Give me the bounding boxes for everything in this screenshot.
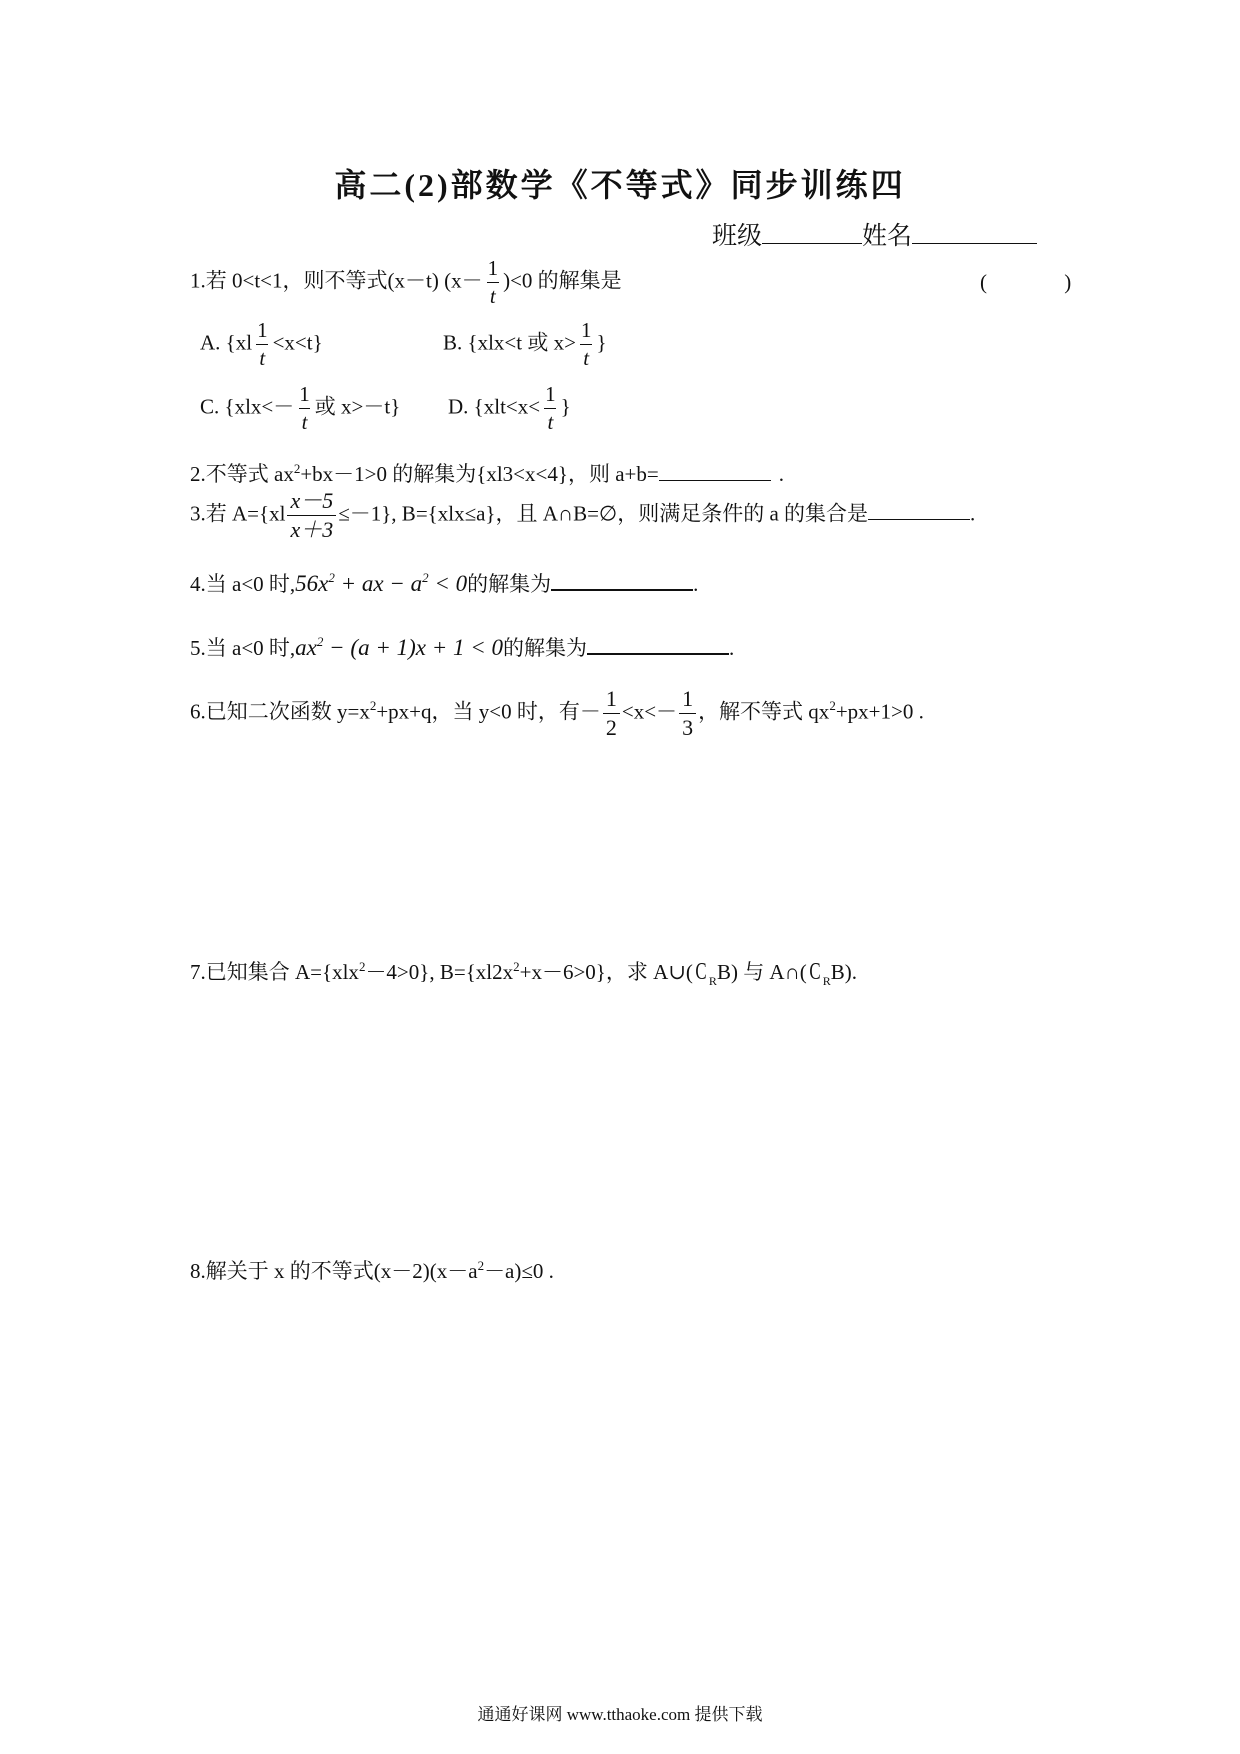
question-1 <box>190 258 622 307</box>
q6-fraction-half: $\frac{1}{2}$ <box>603 688 620 739</box>
q3-answer-blank[interactable] <box>868 519 970 520</box>
q1-option-a[interactable]: A. {xl $\frac{1}{t}$ <x<t} <box>200 318 323 370</box>
name-label: 姓名 <box>862 223 913 250</box>
q1-fraction: $\frac{1}{t}$ <box>487 256 499 308</box>
q4-answer-blank[interactable] <box>551 589 693 591</box>
q6-fraction-third: $\frac{1}{3}$ <box>679 688 696 739</box>
q1-suffix: )<0 的解集是 <box>503 268 622 293</box>
question-2: 2.不等式 $ax^2+bx-1>0$ 的解集为{xl3<x<4}，则 a+b= . <box>190 461 784 486</box>
q5-expression: $ax^2 - (a + 1)x + 1 < 0$ <box>295 634 503 660</box>
q3-fraction: $\frac{x-5}{x+3}$ <box>287 490 336 541</box>
q1-option-c[interactable]: C. {xlx<－ $\frac{1}{t}$ 或 x>－t} <box>200 382 401 434</box>
q4-expression: $56x^2$ + ax − $a^2 < 0$ <box>295 570 468 596</box>
question-5: 5.当 a<0 时$,ax^2 - (a + 1)x + 1 < 0$的解集为 . <box>190 634 735 660</box>
q5-answer-blank[interactable] <box>587 653 729 655</box>
footer-source: 通通好课网 www.tthaoke.com 提供下载 <box>477 1705 763 1724</box>
question-8: 8.解关于 x 的不等式$(x-2)(x-a^2-a)\le 0$ . <box>190 1258 554 1283</box>
name-blank[interactable] <box>912 243 1037 244</box>
question-6: 6.已知二次函数 $y=x^2+px+q$，当 y<0 时，有－ $\frac{1}{2}$ <x<－ $\frac{1}{3}$ ，解不等式 $qx^2+px+1>0$ . <box>190 686 924 740</box>
page-title: 高二(2)部数学《不等式》同步训练四 <box>334 167 906 203</box>
q1-option-d[interactable]: D. {xlt<x< $\frac{1}{t}$ } <box>448 382 571 434</box>
class-label: 班级 <box>712 223 763 250</box>
q1-answer-paren[interactable]: ( ) <box>980 270 1108 294</box>
question-7: 7.已知集合 A={xlx$^2$－4>0}, $B=\{xl2x^2+x-6>0\}$，求 A∪( C $_R$B) 与 A∩( C $_R$B). <box>190 959 858 988</box>
q1-option-b[interactable]: B. {xlx<t 或 x> $\frac{1}{t}$ } <box>443 318 607 370</box>
question-3: 3.若 A={xl $\frac{x-5}{x+3}$ ≤－1}, B={xlx≤a}，且 A∩B=∅，则满足条件的 a 的集合是 . <box>190 488 976 542</box>
question-4: 4.当 a<0 时$,56x^2$ + ax − $a^2 < 0$的解集为 . <box>190 570 699 596</box>
complement-symbol: C <box>809 959 821 985</box>
q1-prefix: 1.若 0<t<1，则不等式(x－t) (x－ <box>190 268 483 293</box>
complement-symbol: C <box>695 959 707 985</box>
class-blank[interactable] <box>762 243 862 244</box>
class-name-line <box>712 216 1037 252</box>
q2-answer-blank[interactable] <box>659 480 771 481</box>
